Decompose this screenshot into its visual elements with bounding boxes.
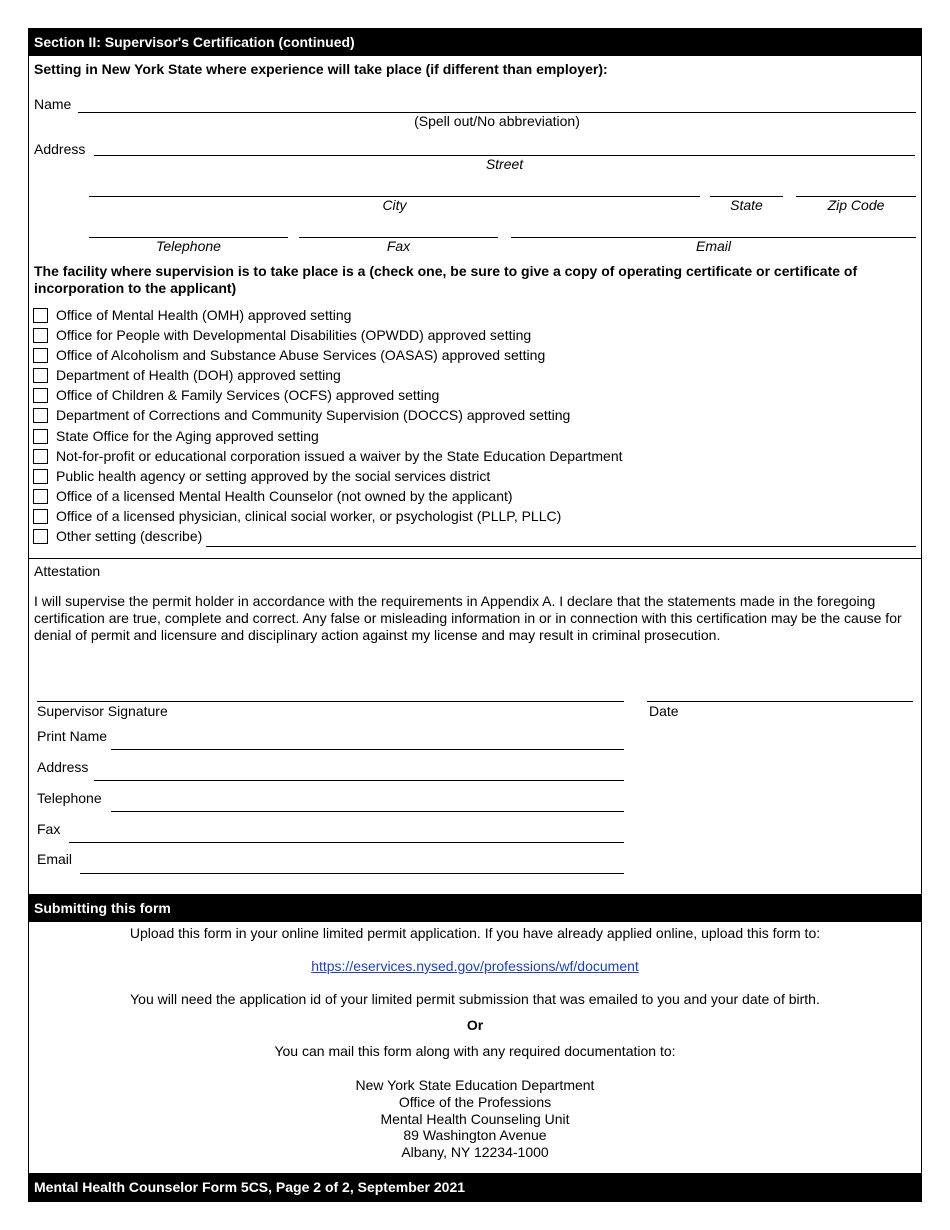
city-label: City: [382, 197, 407, 213]
name-label: Name: [34, 96, 72, 112]
supervisor-fax-line[interactable]: [69, 842, 624, 843]
mailing-address-line: 89 Washington Avenue: [403, 1127, 547, 1143]
option-label: Not-for-profit or educational corporation issued a waiver by the State Education Department: [56, 448, 623, 464]
supervisor-email-label: Email: [37, 851, 73, 867]
submit-header: Submitting this form: [28, 894, 922, 922]
option-label: Office of Children & Family Services (OCFS) approved setting: [56, 387, 440, 403]
checkbox-public-health[interactable]: [33, 469, 48, 484]
footer-bar: Mental Health Counselor Form 5CS, Page 2 of 2, September 2021: [28, 1173, 922, 1202]
zip-label: Zip Code: [827, 197, 885, 213]
checkbox-not-for-profit[interactable]: [33, 449, 48, 464]
street-label: Street: [485, 156, 524, 172]
mail-text: You can mail this form along with any required documentation to:: [274, 1043, 676, 1059]
supervisor-address-label: Address: [37, 759, 89, 775]
signature-line[interactable]: [37, 701, 624, 702]
name-hint: (Spell out/No abbreviation): [414, 113, 580, 129]
checkbox-aging[interactable]: [33, 429, 48, 444]
checkbox-mhc-office[interactable]: [33, 489, 48, 504]
option-label: Other setting (describe): [56, 528, 203, 544]
facility-heading: The facility where supervision is to take place is a (check one, be sure to give a copy of operating certificate or certificate of incorporation to the applicant): [34, 263, 858, 296]
fax-label: Fax: [386, 238, 411, 254]
address-label: Address: [34, 141, 86, 157]
attestation-title: Attestation: [34, 563, 101, 579]
section-header: Section II: Supervisor's Certification (continued): [28, 28, 922, 56]
checkbox-doh[interactable]: [33, 368, 48, 383]
option-label: Office for People with Developmental Disabilities (OPWDD) approved setting: [56, 327, 532, 343]
print-name-line[interactable]: [111, 749, 624, 750]
option-label: Department of Health (DOH) approved setting: [56, 367, 341, 383]
supervisor-telephone-label: Telephone: [37, 790, 102, 806]
email-label: Email: [695, 238, 731, 254]
other-describe-line[interactable]: [206, 546, 916, 547]
option-label: Department of Corrections and Community Supervision (DOCCS) approved setting: [56, 407, 571, 423]
app-id-text: You will need the application id of your limited permit submission that was emailed to you and your date of birth.: [130, 991, 820, 1007]
signature-label: Supervisor Signature: [37, 703, 168, 719]
mailing-address-line: Office of the Professions: [398, 1094, 552, 1110]
or-text: Or: [466, 1017, 484, 1033]
attestation-text: I will supervise the permit holder in accordance with the requirements in Appendix A. I declare that the statements made in the foregoing certification are true, complete and correct. Any false or misleading information in or in connection with this certification may be the cause for denial of permit and licensure and disciplinary action against my license and may result in criminal prosecution.: [34, 593, 902, 643]
option-label: State Office for the Aging approved setting: [56, 428, 319, 444]
state-label: State: [730, 197, 763, 213]
checkbox-ocfs[interactable]: [33, 388, 48, 403]
mailing-address-line: New York State Education Department: [355, 1077, 595, 1093]
supervisor-email-line[interactable]: [80, 873, 624, 874]
supervisor-telephone-line[interactable]: [111, 811, 624, 812]
checkbox-doccs[interactable]: [33, 408, 48, 423]
upload-text: Upload this form in your online limited permit application. If you have already applied online, upload this form to:: [129, 925, 821, 941]
supervisor-fax-label: Fax: [37, 821, 61, 837]
option-label: Public health agency or setting approved by the social services district: [56, 468, 491, 484]
checkbox-opwdd[interactable]: [33, 328, 48, 343]
option-label: Office of a licensed Mental Health Counselor (not owned by the applicant): [56, 488, 513, 504]
option-label: Office of Alcoholism and Substance Abuse Services (OASAS) approved setting: [56, 347, 546, 363]
supervisor-address-line[interactable]: [94, 780, 624, 781]
mailing-address-line: Mental Health Counseling Unit: [380, 1111, 570, 1127]
checkbox-oasas[interactable]: [33, 348, 48, 363]
setting-heading: Setting in New York State where experience will take place (if different than employer):: [34, 61, 608, 77]
option-label: Office of Mental Health (OMH) approved setting: [56, 307, 352, 323]
checkbox-other[interactable]: [33, 529, 48, 544]
divider: [28, 558, 922, 559]
mailing-address-line: Albany, NY 12234-1000: [401, 1144, 549, 1160]
upload-link[interactable]: https://eservices.nysed.gov/professions/wf/document: [311, 958, 639, 974]
option-label: Office of a licensed physician, clinical social worker, or psychologist (PLLP, PLLC): [56, 508, 562, 524]
telephone-label: Telephone: [156, 238, 221, 254]
date-label: Date: [649, 703, 679, 719]
date-line[interactable]: [647, 701, 913, 702]
checkbox-physician-office[interactable]: [33, 509, 48, 524]
checkbox-omh[interactable]: [33, 308, 48, 323]
print-name-label: Print Name: [37, 728, 108, 744]
